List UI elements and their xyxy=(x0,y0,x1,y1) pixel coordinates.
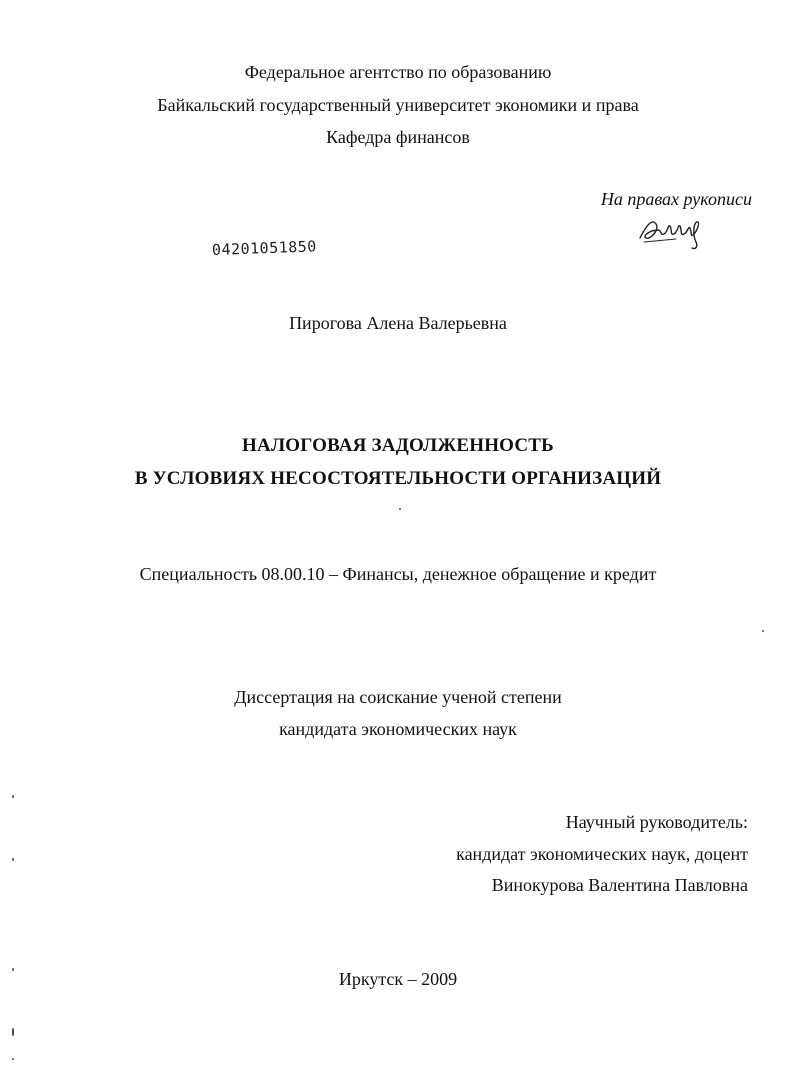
supervisor-rank: кандидат экономических наук, доцент xyxy=(456,844,748,864)
degree-line-2: кандидата экономических наук xyxy=(279,719,517,739)
handwritten-signature xyxy=(636,212,706,252)
scan-speck xyxy=(12,968,14,971)
scan-speck xyxy=(399,508,401,510)
supervisor-name: Винокурова Валентина Павловна xyxy=(491,875,748,895)
specialty: Специальность 08.00.10 – Финансы, денежное обращение и кредит xyxy=(139,564,657,584)
agency-name: Федеральное агентство по образованию xyxy=(244,62,552,82)
city-year: Иркутск – 2009 xyxy=(338,969,458,989)
supervisor-label: Научный руководитель: xyxy=(565,812,748,832)
department-name: Кафедра финансов xyxy=(326,127,470,147)
rights-note: На правах рукописи xyxy=(600,189,752,209)
scan-speck xyxy=(762,630,764,632)
degree-line-1: Диссертация на соискание ученой степени xyxy=(234,687,562,707)
author-name: Пирогова Алена Валерьевна xyxy=(289,313,507,333)
dissertation-title-line-1: НАЛОГОВАЯ ЗАДОЛЖЕННОСТЬ xyxy=(242,435,554,456)
dissertation-title-line-2: В УСЛОВИЯХ НЕСОСТОЯТЕЛЬНОСТИ ОРГАНИЗАЦИЙ xyxy=(134,468,662,489)
scan-speck xyxy=(12,795,14,798)
registration-number: 04201051850 xyxy=(211,237,318,259)
university-name: Байкальский государственный университет экономики и права xyxy=(157,95,639,115)
scan-speck xyxy=(12,1028,14,1036)
scan-speck xyxy=(12,858,14,861)
scan-speck xyxy=(12,1058,14,1060)
